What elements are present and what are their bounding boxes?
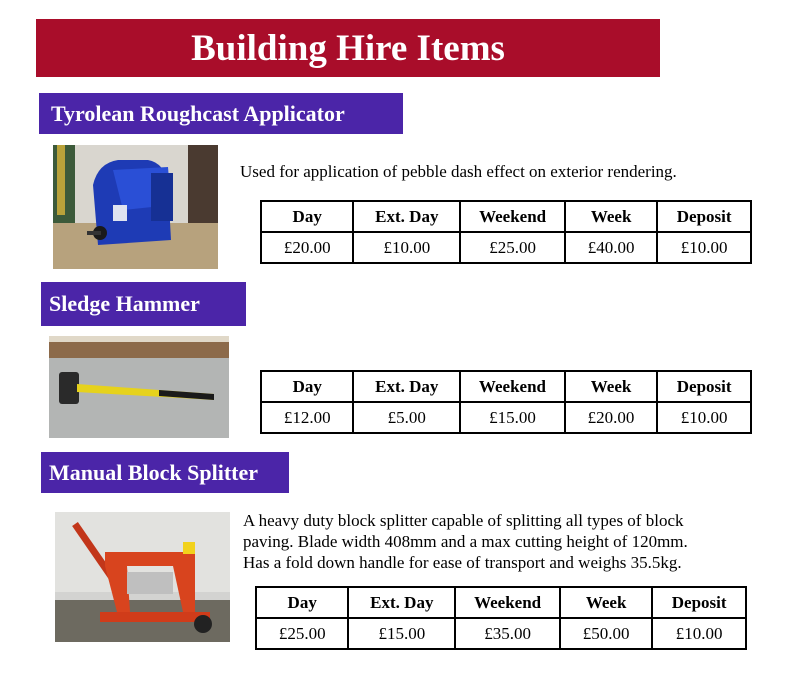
price-weekend: £35.00 (455, 618, 560, 649)
table-header-row (256, 587, 746, 618)
item-heading-sledge-hammer: Sledge Hammer (41, 282, 246, 326)
price-week: £20.00 (565, 402, 657, 433)
block-splitter-photo (55, 512, 230, 642)
price-deposit: £10.00 (657, 232, 751, 263)
column-header-day: Day (261, 201, 353, 232)
column-header-week: Week (560, 587, 652, 618)
rates-table-block-splitter (255, 586, 747, 650)
column-header-weekend: Weekend (460, 201, 565, 232)
column-header-day: Day (261, 371, 353, 402)
sledge-hammer-photo (49, 336, 229, 438)
item-heading-block-splitter: Manual Block Splitter (41, 452, 289, 493)
column-header-deposit: Deposit (657, 201, 751, 232)
column-header-week: Week (565, 201, 657, 232)
price-day: £20.00 (261, 232, 353, 263)
table-header-row (261, 201, 751, 232)
price-weekend: £15.00 (460, 402, 565, 433)
column-header-deposit: Deposit (657, 371, 751, 402)
price-ext-day: £15.00 (348, 618, 455, 649)
table-header-row (261, 371, 751, 402)
column-header-weekend: Weekend (460, 371, 565, 402)
column-header-deposit: Deposit (652, 587, 746, 618)
column-header-ext-day: Ext. Day (353, 201, 460, 232)
item-heading-roughcast-applicator: Tyrolean Roughcast Applicator (39, 93, 403, 134)
price-day: £12.00 (261, 402, 353, 433)
column-header-week: Week (565, 371, 657, 402)
price-ext-day: £5.00 (353, 402, 460, 433)
description-line: Has a fold down handle for ease of transport and weighs 35.5kg. (243, 553, 682, 572)
rates-table-roughcast-applicator (260, 200, 752, 264)
price-ext-day: £10.00 (353, 232, 460, 263)
description-line: A heavy duty block splitter capable of splitting all types of block (243, 511, 684, 530)
table-row (256, 618, 746, 649)
rates-table-sledge-hammer (260, 370, 752, 434)
table-row (261, 402, 751, 433)
price-deposit: £10.00 (657, 402, 751, 433)
price-day: £25.00 (256, 618, 348, 649)
page-title: Building Hire Items (36, 19, 660, 77)
price-deposit: £10.00 (652, 618, 746, 649)
column-header-ext-day: Ext. Day (348, 587, 455, 618)
description-line: paving. Blade width 408mm and a max cutting height of 120mm. (243, 532, 688, 551)
column-header-weekend: Weekend (455, 587, 560, 618)
column-header-ext-day: Ext. Day (353, 371, 460, 402)
price-week: £50.00 (560, 618, 652, 649)
roughcast-applicator-photo (53, 145, 218, 269)
price-weekend: £25.00 (460, 232, 565, 263)
table-row (261, 232, 751, 263)
column-header-day: Day (256, 587, 348, 618)
item-description-roughcast-applicator: Used for application of pebble dash effect on exterior rendering. (240, 162, 677, 181)
item-description-block-splitter (243, 510, 793, 573)
price-week: £40.00 (565, 232, 657, 263)
